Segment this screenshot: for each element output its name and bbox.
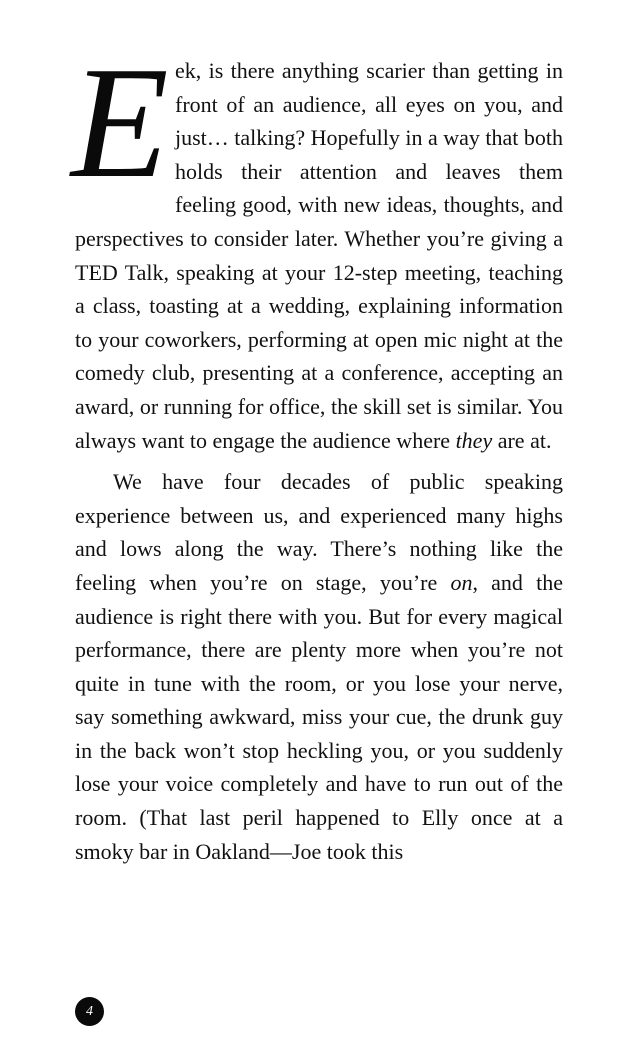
paragraph-2-emphasis: on xyxy=(450,569,473,595)
paragraph-2-text-start: We have four decades of public speaking experience between us, and experienced many highs and lows along the way. There’s nothing like the feeling when you’re on stage, you’re xyxy=(75,469,563,595)
drop-cap: E xyxy=(71,33,169,211)
page-number-badge xyxy=(75,997,104,1026)
paragraph-1-emphasis: they xyxy=(455,427,493,453)
paragraph-1 xyxy=(71,33,563,457)
paragraph-2-text-end: , and the audience is right there with you. But for every magical performance, there are plenty more when you’re not quite in tune with the room, or you lose your nerve, say something awkward, miss your cue, the drunk guy in the back won’t stop heckling you, or you suddenly lose your voice completely and have to run out of the room. (That last peril happened to Elly once at a smoky bar in Oakland—Joe took this xyxy=(75,569,563,864)
page-number: 4 xyxy=(86,1004,93,1019)
paragraph-2 xyxy=(75,465,563,868)
paragraph-1-end: are at. xyxy=(492,427,552,453)
paragraph-1-text: ek, is there anything scarier than getting in front of an audience, all eyes on you, and just… talking? Hopefully in a way that both holds their attention and leaves them feeling good, with new ideas, thoughts, and perspectives to consider later. Whether you’re giving a TED Talk, speaking at your 12-step meeting, teaching a class, toasting at a wedding, explaining information to your coworkers, performing at open mic night at the comedy club, presenting at a conference, accepting an award, or running for office, the skill set is similar. You always want to engage the audience where xyxy=(75,58,563,453)
page-body xyxy=(71,33,563,868)
